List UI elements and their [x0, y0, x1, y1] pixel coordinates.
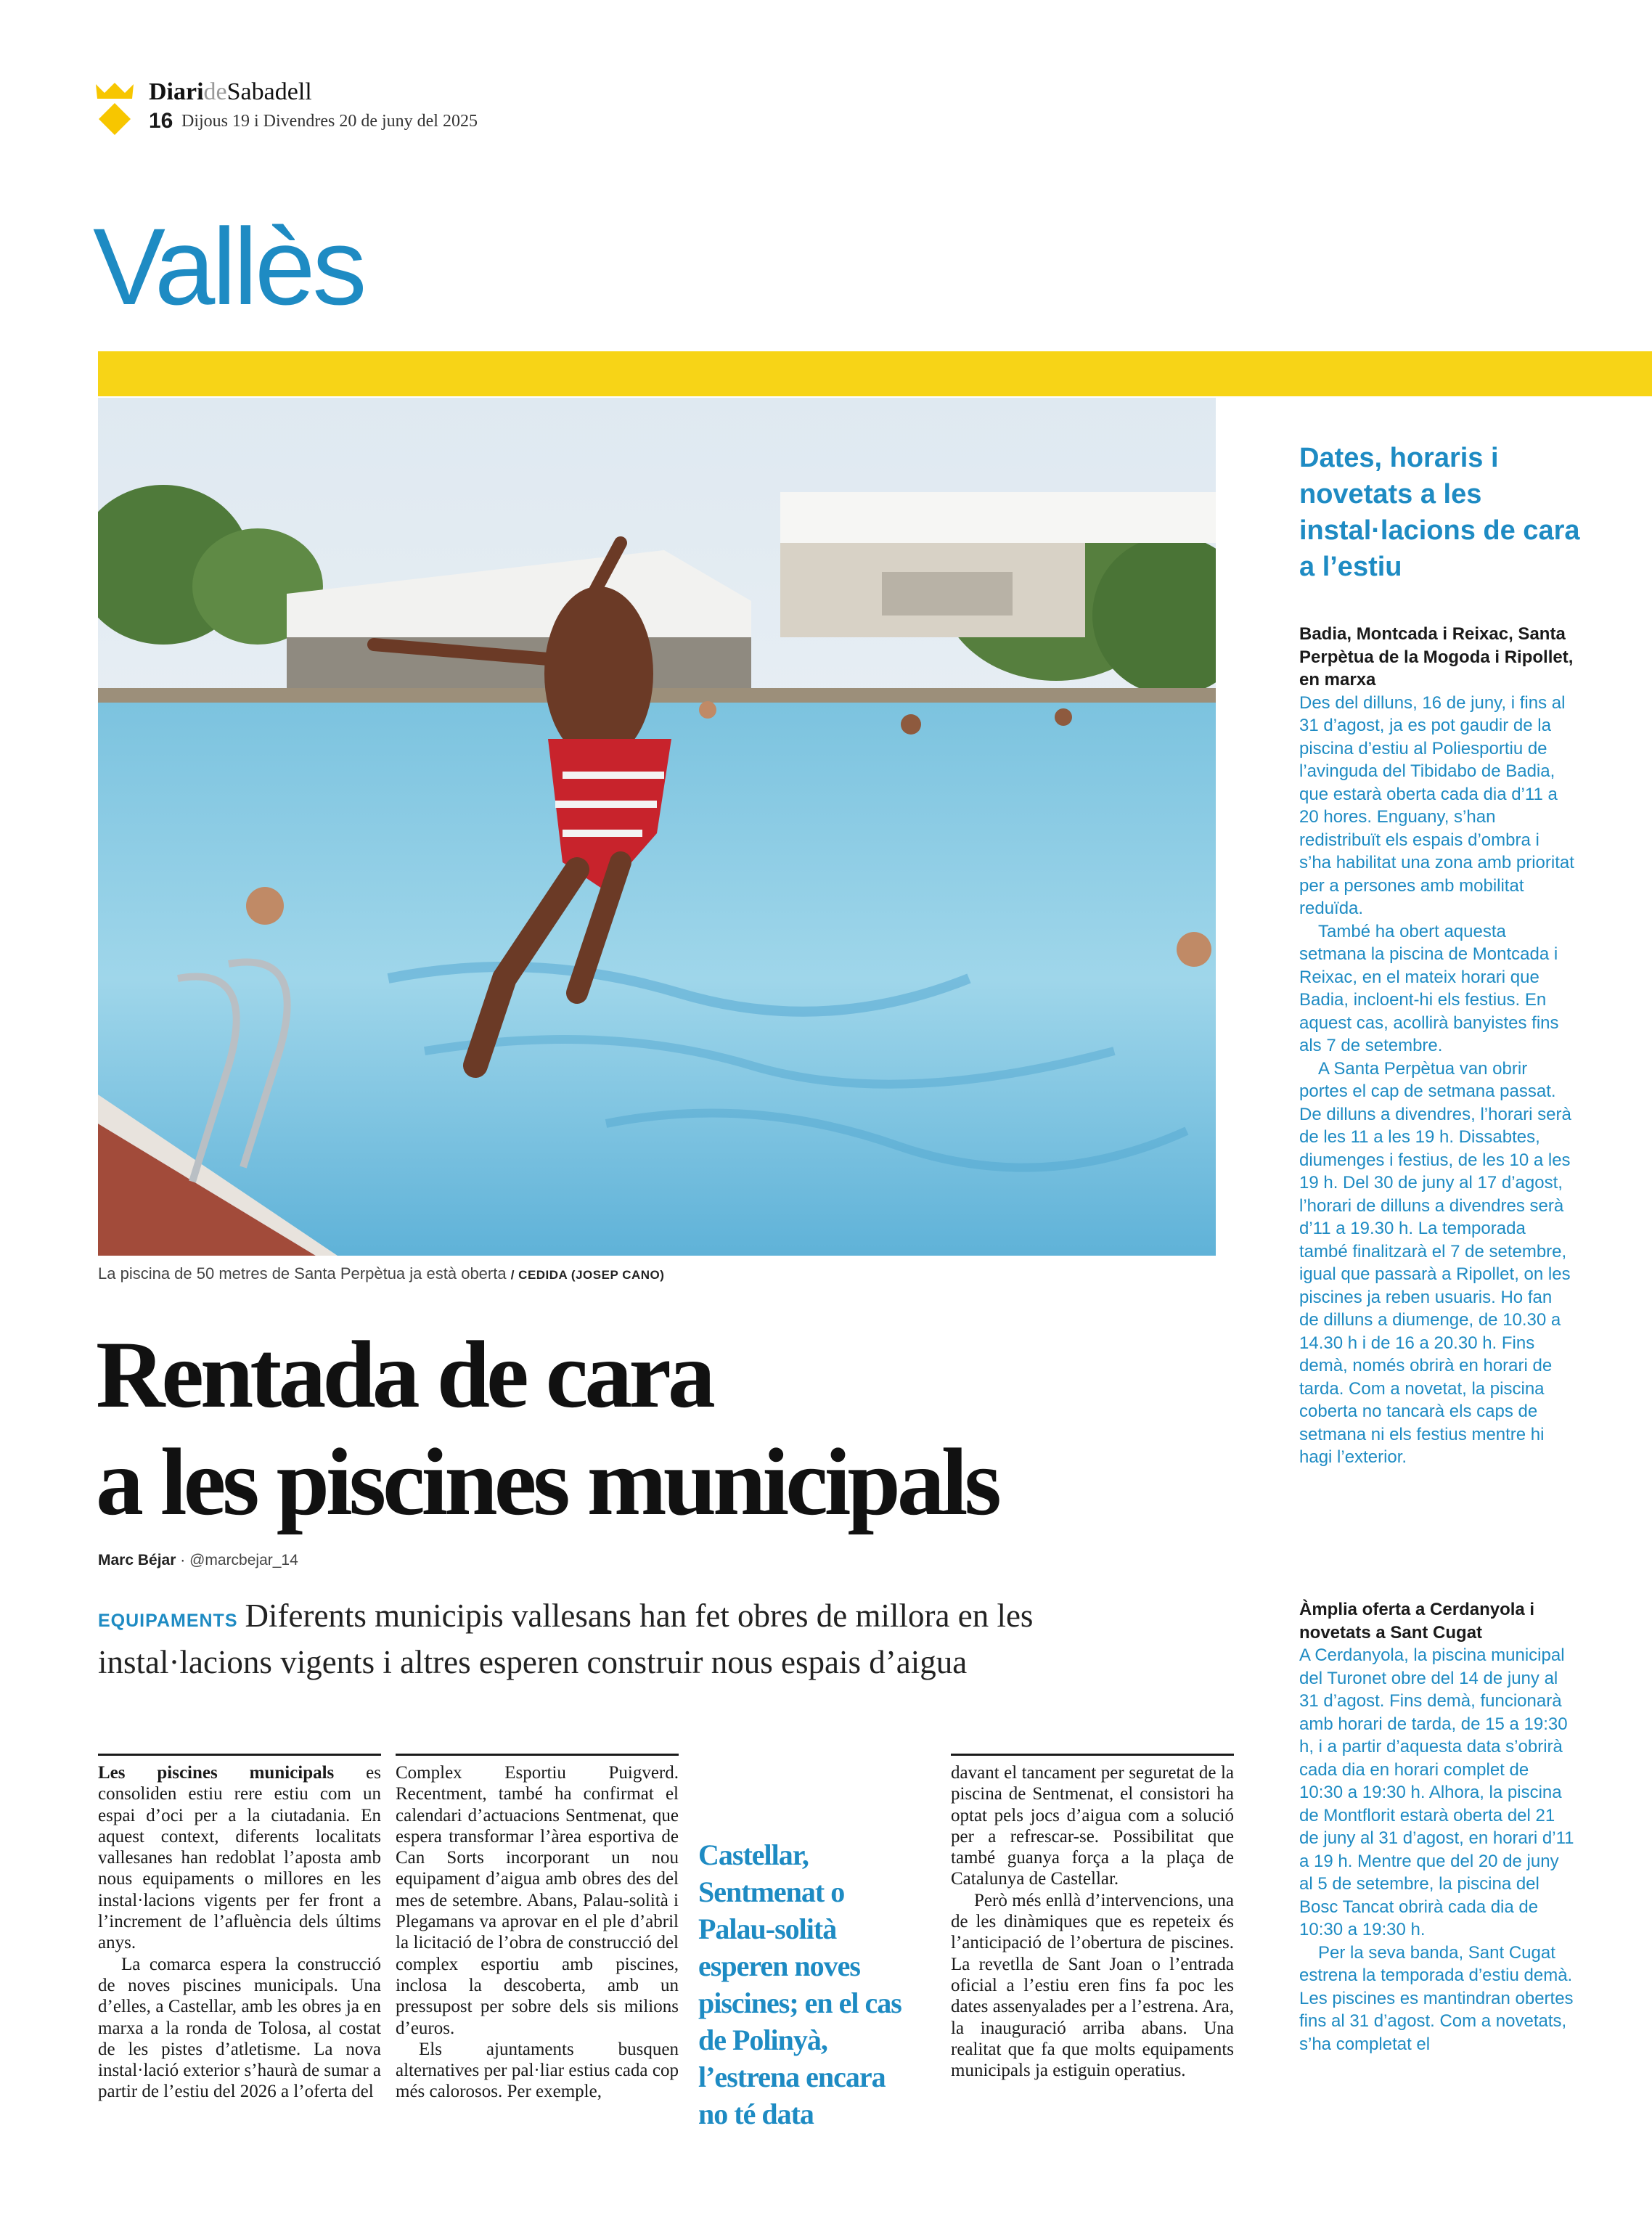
paragraph: Complex Esportiu Puigverd. Recentment, també ha confirmat el calendari d’actuacions Sentmenat, que espera transformar l’àrea esportiva de Can Sorts incorporant un nou equipament d’aigua amb obres des del mes de setembre. Abans, Palau-solità i Plegamans va aprovar en el ple d’abril la licitació de l’obra de construcció del complex esportiu amb piscines, inclosa la descoberta, amb un pressupost per sobre dels sis milions d’euros. [396, 1763, 679, 2038]
paragraph: Però més enllà d’intervencions, una de les dinàmiques que es repeteix és l’anticipació de l’obertura de piscines. La revetlla de Sant Joan o l’entrada oficial a l’estiu eren fins fa poc les dates assenyalades per a l’estrena. Ara, la inauguració arriba abans. Una realitat que fa que molts equipaments municipals ja estiguin operatius. [951, 1890, 1234, 2081]
sidebar-title: Dates, horaris i novetats a les instal·lacions de cara a l’estiu [1299, 443, 1580, 582]
paragraph: davant el tancament per seguretat de la piscina de Sentmenat, el consistori ha optat pels jocs d’aigua com a solució per a refrescar-se. Possibilitat que també guanya força a la plaça de Catalunya de Castellar. [951, 1763, 1234, 1889]
article-column-2 [396, 1762, 679, 2103]
column-rule [951, 1754, 1234, 1756]
column-rule [396, 1754, 679, 1756]
subhead-text: Diferents municipis vallesans han fet obres de millora en les instal·lacions vigents i altres esperen construir nous espais d’aigua [98, 1598, 1034, 1680]
article-column-3 [951, 1762, 1234, 2081]
pull-quote: Castellar, Sentmenat o Palau-solità esperen noves piscines; en el cas de Polinyà, l’estrena encara no té data [698, 1839, 901, 2130]
byline-separator: · [180, 1552, 186, 1569]
subheadline [98, 1595, 1201, 1683]
headline-line-2: a les piscines municipals [96, 1428, 998, 1535]
author-name: Marc Béjar [98, 1552, 176, 1569]
sidebar-paragraph: A Santa Perpètua van obrir portes el cap de setmana passat. De dilluns a divendres, l’horari serà de les 11 a les 19 h. Dissabtes, diumenges i festius, de les 10 a les 19 h. Del 30 de juny al 17 d’agost, l’horari de dilluns a divendres serà d’11 a 19.30 h. La temporada també finalitzarà el 7 de setembre, igual que passarà a Ripollet, on les piscines ja reben usuaris. Ho fan de dilluns a diumenge, de 10.30 a 14.30 h i de 16 a 20.30 h. Fins demà, només obrirà en horari de tarda. Com a novetat, la piscina coberta no tancarà els caps de setmana ni els festius mentre hi hagi l’exterior. [1299, 1058, 1571, 1467]
sidebar-paragraph: A Cerdanyola, la piscina municipal del Turonet obre del 14 de juny al 31 d’agost. Fins demà, funcionarà amb horari de tarda, de 15 a 19:30 h, i a partir d’aquesta data s’obrirà cada dia en horari complet de 10:30 a 19:30 h. Alhora, la piscina de Montflorit estarà oberta del 21 de juny al 31 d’agost, en horari d’11 a 19 h. Mentre que del 20 de juny al 5 de setembre, la piscina del Bosc Tancat obrirà cada dia de 10:30 a 19:30 h. [1299, 1645, 1574, 1939]
sidebar-block-1 [1299, 623, 1575, 1469]
sidebar-paragraph: Des del dilluns, 16 de juny, i fins al 31 d’agost, ja es pot gaudir de la piscina d’estiu al Poliesportiu de l’avinguda del Tibidabo de Badia, que estarà oberta cada dia d’11 a 20 hores. Enguany, s’han redistribuït els espais d’ombra i s’ha habilitat una zona amb prioritat per a persones amb mobilitat reduïda. [1299, 692, 1574, 918]
photo-credit: / CEDIDA (JOSEP CANO) [510, 1268, 665, 1282]
article-column-1 [98, 1762, 381, 2103]
masthead-brand [149, 78, 312, 106]
section-bar [98, 351, 1652, 396]
page-number: 16 [149, 109, 173, 133]
sidebar-paragraph: Per la seva banda, Sant Cugat estrena la temporada d’estiu demà. Les piscines es mantindran obertes fins al 31 d’agost. Com a novetats, s’ha completat el [1299, 1942, 1574, 2054]
kicker: EQUIPAMENTS [98, 1611, 238, 1631]
diari-logo-icon [93, 80, 136, 138]
paragraph: Els ajuntaments busquen alternatives per pal·liar estius cada cop més calorosos. Per exemple, [396, 2039, 679, 2102]
sidebar-subhead: Badia, Montcada i Reixac, Santa Perpètua de la Mogoda i Ripollet, en marxa [1299, 624, 1574, 690]
author-handle: @marcbejar_14 [189, 1552, 298, 1569]
column-rule [98, 1754, 381, 1756]
brand-de: de [203, 78, 227, 105]
dateline: Dijous 19 i Divendres 20 de juny del 2025 [181, 112, 478, 131]
headline-line-1: Rentada de cara [96, 1321, 712, 1428]
paragraph: La comarca espera la construcció de noves piscines municipals. Una d’elles, a Castellar, amb les obres ja en marxa a la ronda de Tolosa, al costat de les pistes d’atletisme. La nova instal·lació exterior s’haurà de sumar a partir de l’estiu del 2026 a l’oferta del [98, 1954, 381, 2102]
sidebar-block-2 [1299, 1598, 1575, 2056]
byline [98, 1552, 298, 1569]
pool-photo [98, 398, 1216, 1256]
photo-caption [98, 1264, 664, 1283]
brand-city: Sabadell [226, 78, 312, 105]
headline [96, 1321, 998, 1536]
section-title: Vallès [93, 205, 364, 327]
sidebar-paragraph: També ha obert aquesta setmana la piscina de Montcada i Reixac, en el mateix horari que Badia, incloent-hi els festius. En aquest cas, acollirà banyistes fins als 7 de setembre. [1299, 921, 1559, 1055]
lead-in: Les piscines municipals [98, 1763, 335, 1783]
brand-diari: Diari [149, 78, 204, 105]
caption-text: La piscina de 50 metres de Santa Perpètua ja està oberta [98, 1264, 507, 1283]
paragraph-text: es consoliden estiu rere estiu com un espai d’oci per a la ciutadania. En aquest context, diferents localitats vallesanes han redoblat l’aposta amb nous equipaments o millores en les instal·lacions vigents per fer front a l’increment de l’afluència dels últims anys. [98, 1763, 381, 1953]
sidebar-subhead: Àmplia oferta a Cerdanyola i novetats a Sant Cugat [1299, 1600, 1535, 1643]
paragraph [98, 1762, 381, 1954]
